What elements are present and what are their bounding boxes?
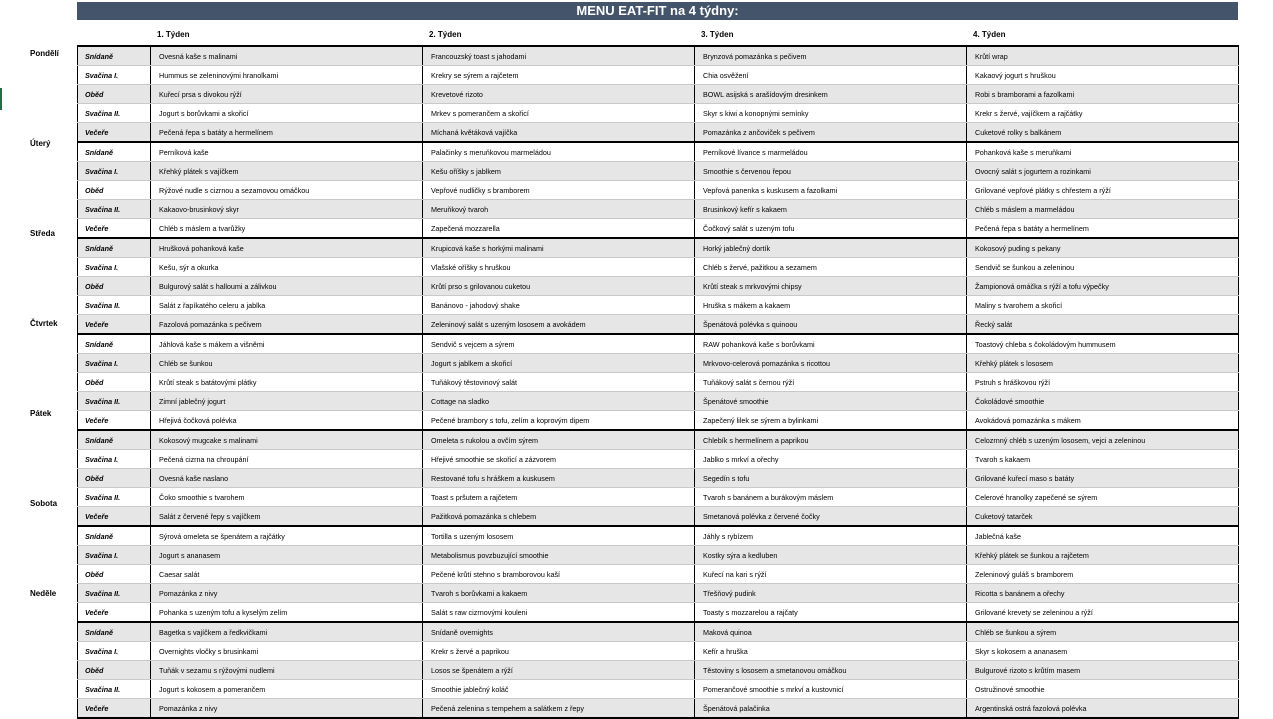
menu-table	[77, 45, 1239, 719]
menu-cell: Hřejivé smoothie se skořicí a zázvorem	[423, 450, 695, 469]
menu-cell: RAW pohanková kaše s borůvkami	[695, 334, 967, 354]
menu-cell: Hrušková pohanková kaše	[151, 238, 423, 258]
menu-cell: Těstoviny s lososem a smetanovou omáčkou	[695, 661, 967, 680]
meal-label: Svačina I.	[78, 450, 151, 469]
meal-label: Svačina I.	[78, 642, 151, 661]
table-row	[78, 603, 1239, 623]
meal-label: Večeře	[78, 507, 151, 527]
menu-cell: Chia osvěžení	[695, 66, 967, 85]
meal-label: Snídaně	[78, 238, 151, 258]
menu-cell: Smoothie s červenou řepou	[695, 162, 967, 181]
menu-cell: Zimní jablečný jogurt	[151, 392, 423, 411]
day-label: Středa	[30, 229, 55, 238]
meal-label: Svačina II.	[78, 296, 151, 315]
menu-cell: Perníkové lívance s marmeládou	[695, 142, 967, 162]
meal-label: Snídaně	[78, 142, 151, 162]
menu-cell: Robi s bramborami a fazolkami	[967, 85, 1239, 104]
menu-cell: Overnights vločky s brusinkami	[151, 642, 423, 661]
meal-label: Oběd	[78, 277, 151, 296]
table-row	[78, 200, 1239, 219]
table-row	[78, 46, 1239, 66]
meal-label: Svačina II.	[78, 680, 151, 699]
menu-cell: Bulgurové rizoto s krůtím masem	[967, 661, 1239, 680]
meal-label: Svačina II.	[78, 392, 151, 411]
menu-cell: Chléb s žervé, pažitkou a sezamem	[695, 258, 967, 277]
table-row	[78, 469, 1239, 488]
page-title: MENU EAT-FIT na 4 týdny:	[77, 2, 1238, 20]
menu-cell: Toastový chleba s čokoládovým hummusem	[967, 334, 1239, 354]
table-row	[78, 526, 1239, 546]
menu-cell: Tuňák v sezamu s rýžovými nudlemi	[151, 661, 423, 680]
menu-cell: Pažitková pomazánka s chlebem	[423, 507, 695, 527]
menu-cell: Tvaroh s kakaem	[967, 450, 1239, 469]
meal-label: Svačina II.	[78, 200, 151, 219]
day-label: Pátek	[30, 409, 52, 418]
menu-cell: Krekr s žervé a paprikou	[423, 642, 695, 661]
meal-label: Večeře	[78, 699, 151, 719]
menu-cell: Jogurt s ananasem	[151, 546, 423, 565]
menu-cell: Brusinkový kefír s kakaem	[695, 200, 967, 219]
meal-label: Oběd	[78, 565, 151, 584]
menu-cell: Kokosový puding s pekany	[967, 238, 1239, 258]
menu-cell: Pečená zelenina s tempehem a salátkem z řepy	[423, 699, 695, 719]
table-row	[78, 315, 1239, 335]
menu-cell: Francouzský toast s jahodami	[423, 46, 695, 66]
menu-cell: Třešňový pudink	[695, 584, 967, 603]
menu-cell: Zapečená mozzarella	[423, 219, 695, 239]
week-header: 2. Týden	[429, 30, 462, 39]
meal-label: Oběd	[78, 85, 151, 104]
menu-cell: Krekr s žervé, vajíčkem a rajčátky	[967, 104, 1239, 123]
menu-cell: Salát s raw cizrnovými kouleni	[423, 603, 695, 623]
menu-cell: Ricotta s banánem a ořechy	[967, 584, 1239, 603]
menu-cell: Kostky sýra a kedluben	[695, 546, 967, 565]
table-row	[78, 258, 1239, 277]
table-row	[78, 584, 1239, 603]
meal-label: Oběd	[78, 661, 151, 680]
menu-cell: Chléb s máslem a marmeládou	[967, 200, 1239, 219]
menu-cell: Krůtí prso s grilovanou cuketou	[423, 277, 695, 296]
menu-cell: Krůtí steak s mrkvovými chipsy	[695, 277, 967, 296]
menu-cell: Restované tofu s hráškem a kuskusem	[423, 469, 695, 488]
table-row	[78, 354, 1239, 373]
table-row	[78, 334, 1239, 354]
menu-cell: Křehký plátek s vajíčkem	[151, 162, 423, 181]
meal-label: Oběd	[78, 469, 151, 488]
meal-label: Snídaně	[78, 46, 151, 66]
menu-cell: Tuňákový těstovinový salát	[423, 373, 695, 392]
menu-cell: Špenátová polévka s quinoou	[695, 315, 967, 335]
day-label: Úterý	[30, 139, 51, 148]
menu-cell: Tuňákový salát s černou rýží	[695, 373, 967, 392]
menu-cell: Cottage na sladko	[423, 392, 695, 411]
menu-cell: Tvaroh s borůvkami a kakaem	[423, 584, 695, 603]
menu-cell: Brynzová pomazánka s pečivem	[695, 46, 967, 66]
menu-cell: Kefír a hruška	[695, 642, 967, 661]
menu-cell: Jogurt s jablkem a skořicí	[423, 354, 695, 373]
menu-cell: Pohanková kaše s meruňkami	[967, 142, 1239, 162]
menu-cell: Chlebík s hermelínem a paprikou	[695, 430, 967, 450]
menu-cell: Hřejivá čočková polévka	[151, 411, 423, 431]
meal-label: Svačina I.	[78, 66, 151, 85]
menu-cell: Pečená řepa s batáty a hermelínem	[151, 123, 423, 143]
table-row	[78, 642, 1239, 661]
menu-cell: Mrkev s pomerančem a skořicí	[423, 104, 695, 123]
menu-cell: Jablko s mrkví a ořechy	[695, 450, 967, 469]
meal-label: Svačina I.	[78, 546, 151, 565]
menu-cell: Celerové hranolky zapečené se sýrem	[967, 488, 1239, 507]
table-row	[78, 373, 1239, 392]
meal-label: Oběd	[78, 181, 151, 200]
menu-cell: Vepřová panenka s kuskusem a fazolkami	[695, 181, 967, 200]
menu-cell: Cuketové rolky s balkánem	[967, 123, 1239, 143]
menu-cell: Krekry se sýrem a rajčetem	[423, 66, 695, 85]
menu-cell: Sýrová omeleta se špenátem a rajčátky	[151, 526, 423, 546]
table-row	[78, 430, 1239, 450]
menu-cell: Jogurt s kokosem a pomerančem	[151, 680, 423, 699]
menu-cell: Pomazánka z ančoviček s pečivem	[695, 123, 967, 143]
menu-cell: Pomazánka z nivy	[151, 584, 423, 603]
meal-label: Svačina II.	[78, 104, 151, 123]
table-row	[78, 680, 1239, 699]
selection-marker	[0, 88, 2, 110]
menu-cell: Horký jablečný dortík	[695, 238, 967, 258]
menu-cell: Krevetové rizoto	[423, 85, 695, 104]
menu-cell: Hummus se zeleninovými hranolkami	[151, 66, 423, 85]
menu-cell: Pečená cizrna na chroupání	[151, 450, 423, 469]
menu-cell: Ovocný salát s jogurtem a rozinkami	[967, 162, 1239, 181]
menu-cell: Žampionová omáčka s rýží a tofu výpečky	[967, 277, 1239, 296]
menu-cell: Salát z řapíkatého celeru a jablka	[151, 296, 423, 315]
menu-cell: Čoko smoothie s tvarohem	[151, 488, 423, 507]
menu-cell: Pohanka s uzeným tofu a kyselým zelím	[151, 603, 423, 623]
menu-cell: Celozrnný chléb s uzeným lososem, vejci a zeleninou	[967, 430, 1239, 450]
table-row	[78, 219, 1239, 239]
menu-cell: Míchaná květáková vajíčka	[423, 123, 695, 143]
meal-label: Svačina I.	[78, 258, 151, 277]
menu-cell: Grilované vepřové plátky s chřestem a rýží	[967, 181, 1239, 200]
table-row	[78, 622, 1239, 642]
menu-cell: Omeleta s rukolou a ovčím sýrem	[423, 430, 695, 450]
menu-cell: Maková quinoa	[695, 622, 967, 642]
day-label: Neděle	[30, 589, 57, 598]
menu-cell: Zapečený lilek se sýrem a bylinkami	[695, 411, 967, 431]
table-row	[78, 392, 1239, 411]
menu-cell: Rýžové nudle s cizrnou a sezamovou omáčkou	[151, 181, 423, 200]
menu-cell: Salát z červené řepy s vajíčkem	[151, 507, 423, 527]
menu-cell: Kešu oříšky s jablkem	[423, 162, 695, 181]
table-row	[78, 546, 1239, 565]
menu-cell: Sendvič se šunkou a zeleninou	[967, 258, 1239, 277]
menu-cell: Křehký plátek se šunkou a rajčetem	[967, 546, 1239, 565]
menu-cell: Cuketový tatarček	[967, 507, 1239, 527]
menu-cell: Kuřecí na kari s rýží	[695, 565, 967, 584]
meal-label: Snídaně	[78, 622, 151, 642]
menu-cell: Chléb se šunkou	[151, 354, 423, 373]
menu-cell: Krůtí steak s batátovými plátky	[151, 373, 423, 392]
menu-cell: Jogurt s borůvkami a skořicí	[151, 104, 423, 123]
meal-label: Večeře	[78, 315, 151, 335]
menu-cell: Snídaně overnights	[423, 622, 695, 642]
table-row	[78, 565, 1239, 584]
menu-cell: Ovesná kaše naslano	[151, 469, 423, 488]
meal-label: Svačina I.	[78, 162, 151, 181]
menu-cell: Pečená řepa s batáty a hermelínem	[967, 219, 1239, 239]
meal-label: Večeře	[78, 603, 151, 623]
menu-cell: Palačinky s meruňkovou marmeládou	[423, 142, 695, 162]
menu-cell: Hruška s mákem a kakaem	[695, 296, 967, 315]
menu-cell: Caesar salát	[151, 565, 423, 584]
menu-cell: Kokosový mugcake s malinami	[151, 430, 423, 450]
meal-label: Svačina II.	[78, 584, 151, 603]
menu-cell: Grilované krevety se zeleninou a rýží	[967, 603, 1239, 623]
menu-cell: Krupicová kaše s horkými malinami	[423, 238, 695, 258]
menu-cell: Avokádová pomazánka s mákem	[967, 411, 1239, 431]
table-row	[78, 104, 1239, 123]
menu-cell: Vlašské oříšky s hruškou	[423, 258, 695, 277]
menu-cell: Maliny s tvarohem a skořicí	[967, 296, 1239, 315]
menu-cell: Bagetka s vajíčkem a ředkvičkami	[151, 622, 423, 642]
menu-cell: Metabolismus povzbuzující smoothie	[423, 546, 695, 565]
table-row	[78, 411, 1239, 431]
menu-cell: Pstruh s hráškovou rýží	[967, 373, 1239, 392]
menu-cell: Smetanová polévka z červené čočky	[695, 507, 967, 527]
meal-label: Oběd	[78, 373, 151, 392]
menu-cell: Kuřecí prsa s divokou rýží	[151, 85, 423, 104]
week-header: 1. Týden	[157, 30, 190, 39]
menu-cell: BOWL asijská s arašídovým dresinkem	[695, 85, 967, 104]
menu-cell: Čokoládové smoothie	[967, 392, 1239, 411]
table-row	[78, 661, 1239, 680]
menu-cell: Toast s pršutem a rajčetem	[423, 488, 695, 507]
menu-cell: Kešu, sýr a okurka	[151, 258, 423, 277]
meal-label: Svačina II.	[78, 488, 151, 507]
menu-cell: Krůtí wrap	[967, 46, 1239, 66]
table-row	[78, 66, 1239, 85]
menu-cell: Banánovo - jahodový shake	[423, 296, 695, 315]
table-row	[78, 85, 1239, 104]
meal-label: Svačina I.	[78, 354, 151, 373]
meal-label: Večeře	[78, 219, 151, 239]
menu-cell: Mrkvovo-celerová pomazánka s ricottou	[695, 354, 967, 373]
menu-cell: Jablečná kaše	[967, 526, 1239, 546]
table-row	[78, 699, 1239, 719]
menu-cell: Meruňkový tvaroh	[423, 200, 695, 219]
menu-cell: Špenátová palačinka	[695, 699, 967, 719]
table-row	[78, 181, 1239, 200]
table-row	[78, 277, 1239, 296]
menu-cell: Smoothie jablečný koláč	[423, 680, 695, 699]
menu-cell: Tvaroh s banánem a burákovým máslem	[695, 488, 967, 507]
table-row	[78, 162, 1239, 181]
menu-cell: Segedín s tofu	[695, 469, 967, 488]
menu-cell: Chléb s máslem a tvarůžky	[151, 219, 423, 239]
table-row	[78, 488, 1239, 507]
menu-cell: Chléb se šunkou a sýrem	[967, 622, 1239, 642]
meal-label: Snídaně	[78, 430, 151, 450]
menu-cell: Perníková kaše	[151, 142, 423, 162]
menu-cell: Ostružinové smoothie	[967, 680, 1239, 699]
table-row	[78, 450, 1239, 469]
menu-cell: Skyr s kiwi a konopnými semínky	[695, 104, 967, 123]
menu-cell: Zeleninový salát s uzeným lososem a avokádem	[423, 315, 695, 335]
menu-cell: Tortilla s uzeným lososem	[423, 526, 695, 546]
meal-label: Večeře	[78, 411, 151, 431]
table-row	[78, 238, 1239, 258]
menu-cell: Jáhlová kaše s mákem a višněmi	[151, 334, 423, 354]
menu-cell: Bulgurový salát s halloumi a zálivkou	[151, 277, 423, 296]
week-header: 3. Týden	[701, 30, 734, 39]
meal-label: Snídaně	[78, 526, 151, 546]
menu-cell: Kakaovo-brusinkový skyr	[151, 200, 423, 219]
menu-cell: Čočkový salát s uzeným tofu	[695, 219, 967, 239]
menu-cell: Grilované kuřecí maso s batáty	[967, 469, 1239, 488]
meal-label: Večeře	[78, 123, 151, 143]
day-label: Čtvrtek	[30, 319, 58, 328]
menu-cell: Losos se špenátem a rýží	[423, 661, 695, 680]
table-row	[78, 142, 1239, 162]
menu-cell: Fazolová pomazánka s pečivem	[151, 315, 423, 335]
table-row	[78, 123, 1239, 143]
day-label: Pondělí	[30, 49, 59, 58]
table-row	[78, 507, 1239, 527]
menu-cell: Toasty s mozzarelou a rajčaty	[695, 603, 967, 623]
menu-cell: Skyr s kokosem a ananasem	[967, 642, 1239, 661]
menu-cell: Kakaový jogurt s hruškou	[967, 66, 1239, 85]
meal-label: Snídaně	[78, 334, 151, 354]
menu-cell: Zeleninový guláš s bramborem	[967, 565, 1239, 584]
menu-cell: Sendvič s vejcem a sýrem	[423, 334, 695, 354]
menu-cell: Pečené krůtí stehno s bramborovou kaší	[423, 565, 695, 584]
menu-cell: Křehký plátek s lososem	[967, 354, 1239, 373]
table-row	[78, 296, 1239, 315]
week-header: 4. Týden	[973, 30, 1006, 39]
menu-cell: Jáhly s rybízem	[695, 526, 967, 546]
menu-cell: Ovesná kaše s malinami	[151, 46, 423, 66]
menu-cell: Špenátové smoothie	[695, 392, 967, 411]
menu-cell: Pomazánka z nivy	[151, 699, 423, 719]
menu-cell: Vepřové nudličky s bramborem	[423, 181, 695, 200]
menu-cell: Řecký salát	[967, 315, 1239, 335]
menu-cell: Pomerančové smoothie s mrkví a kustovnicí	[695, 680, 967, 699]
menu-cell: Pečené brambory s tofu, zelím a koprovým dipem	[423, 411, 695, 431]
menu-cell: Argentinská ostrá fazolová polévka	[967, 699, 1239, 719]
day-label: Sobota	[30, 499, 58, 508]
